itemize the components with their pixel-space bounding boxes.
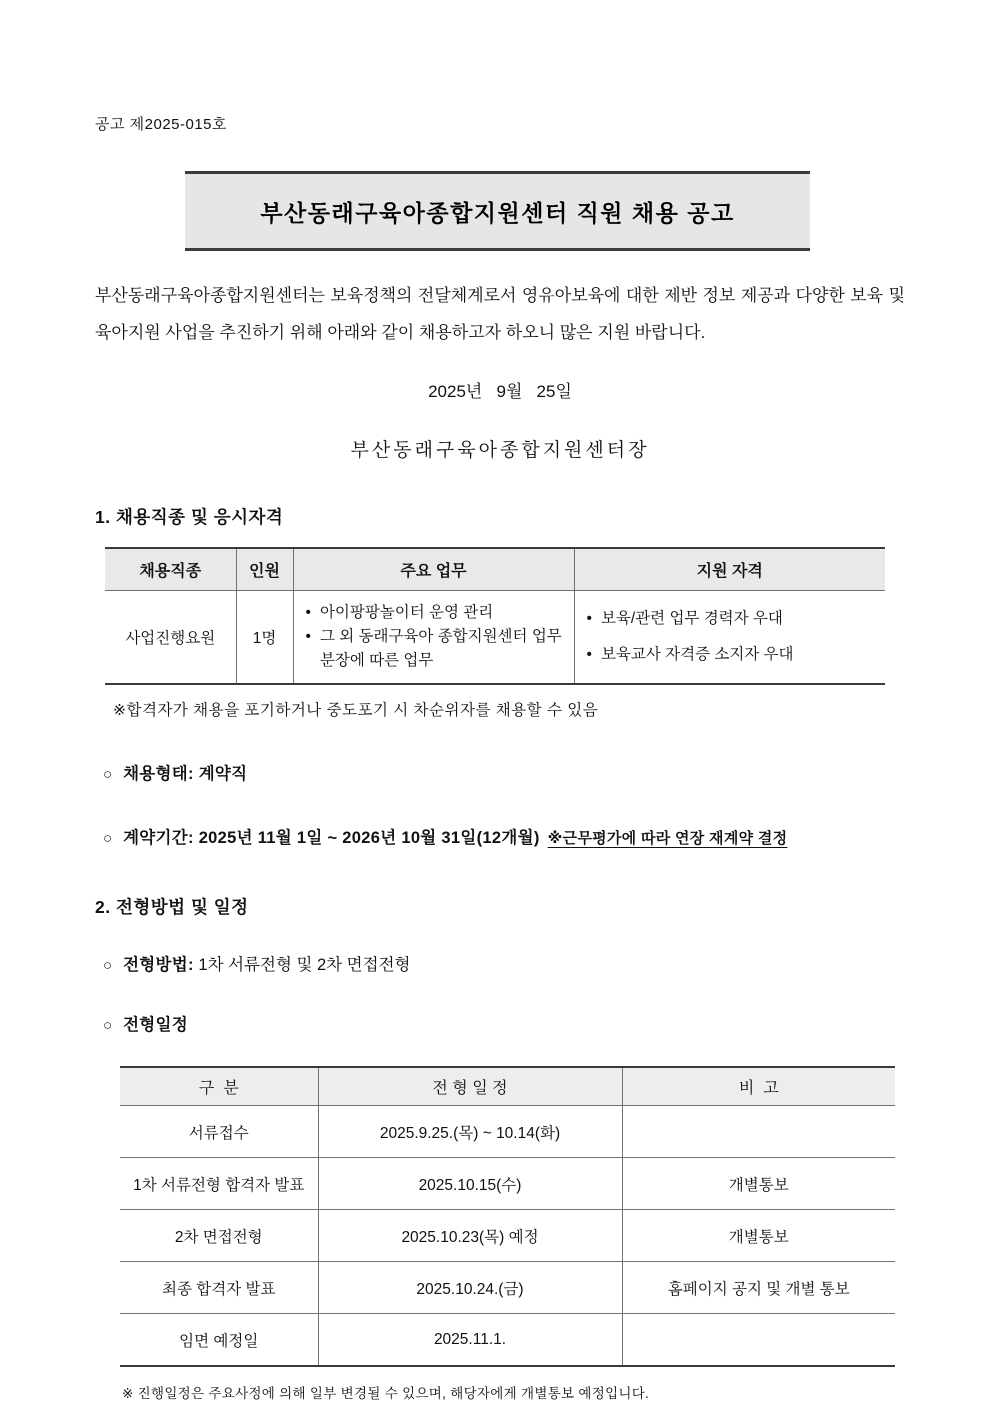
col-header-schedule: 전 형 일 정 (318, 1067, 622, 1106)
remark-cell: 홈페이지 공지 및 개별 통보 (622, 1262, 895, 1314)
circle-marker-icon: ○ (103, 1017, 113, 1034)
employment-type-line (103, 760, 905, 784)
category-cell: 임면 예정일 (120, 1314, 318, 1367)
remark-cell: 개별통보 (622, 1158, 895, 1210)
schedule-cell: 2025.10.24.(금) (318, 1262, 622, 1314)
schedule-cell: 2025.10.23(목) 예정 (318, 1210, 622, 1262)
contract-period-text: 계약기간: 2025년 11월 1일 ~ 2026년 10월 31일(12개월) (123, 829, 540, 847)
category-cell: 1차 서류전형 합격자 발표 (120, 1158, 318, 1210)
schedule-row (120, 1158, 895, 1210)
recruitment-table-row (105, 591, 885, 685)
qualification-text: 보육/관련 업무 경력자 우대 (600, 610, 783, 627)
bullet-icon: • (305, 604, 311, 621)
schedule-cell: 2025.10.15(수) (318, 1158, 622, 1210)
schedule-row (120, 1262, 895, 1314)
col-header-headcount: 인원 (236, 548, 293, 591)
recruitment-table (105, 547, 885, 685)
notice-number: 공고 제2025-015호 (95, 116, 228, 133)
selection-method-value: 1차 서류전형 및 2차 면접전형 (198, 956, 411, 974)
title-box (185, 171, 810, 251)
duty-item (306, 625, 568, 673)
col-header-main-duties: 주요 업무 (293, 548, 574, 591)
schedule-change-note: ※ 진행일정은 주요사정에 의해 일부 변경될 수 있으며, 해당자에게 개별통보 예정입니다. (122, 1386, 650, 1401)
employment-type-text: 채용형태: 계약직 (123, 765, 248, 783)
circle-marker-icon: ○ (103, 830, 113, 847)
schedule-table (120, 1066, 895, 1367)
category-cell: 서류접수 (188, 1124, 249, 1142)
job-type-cell: 사업진행요원 (125, 630, 216, 647)
duty-item (306, 601, 568, 625)
main-duties-cell (293, 591, 574, 685)
schedule-row (120, 1106, 895, 1158)
selection-method-label: 전형방법: (123, 956, 194, 974)
contract-period-line (103, 824, 905, 848)
intro-paragraph: 부산동래구육아종합지원센터는 보육정책의 전달체계로서 영유아보육에 대한 제반 정보 제공과 다양한 보육 및 육아지원 사업을 추진하기 위해 아래와 같이 채용하고자 하오니 많은 지원 바랍니다. (95, 286, 905, 342)
qualifications-cell (574, 591, 885, 685)
duty-text: 그 외 동래구육아 종합지원센터 업무 분장에 따른 업무 (319, 628, 562, 669)
remark-cell (622, 1314, 895, 1367)
schedule-label: 전형일정 (123, 1016, 189, 1034)
col-header-job-type: 채용직종 (105, 548, 236, 591)
selection-method-line (103, 951, 905, 975)
headcount-cell: 1명 (236, 591, 293, 685)
schedule-row (120, 1314, 895, 1367)
waitlist-note: ※합격자가 채용을 포기하거나 중도포기 시 차순위자를 채용할 수 있음 (113, 702, 599, 719)
contract-renewal-note: ※근무평가에 따라 연장 재계약 결정 (547, 830, 788, 847)
section-2-heading: 2. 전형방법 및 일정 (95, 897, 249, 917)
section-1-heading: 1. 채용직종 및 응시자격 (95, 507, 284, 527)
schedule-label-line (103, 1011, 905, 1035)
recruitment-table-header-row (105, 548, 885, 591)
category-cell: 최종 합격자 발표 (120, 1262, 318, 1314)
qualification-item (587, 607, 880, 631)
col-header-remark: 비 고 (622, 1067, 895, 1106)
announcement-date: 2025년 9월 25일 (428, 382, 572, 401)
bullet-icon: • (305, 628, 311, 645)
qualification-item (587, 643, 880, 667)
col-header-qualifications: 지원 자격 (574, 548, 885, 591)
category-cell: 2차 면접전형 (120, 1210, 318, 1262)
remark-cell: 개별통보 (622, 1210, 895, 1262)
schedule-cell: 2025.11.1. (318, 1314, 622, 1367)
col-header-category: 구 분 (120, 1067, 318, 1106)
schedule-cell: 2025.9.25.(목) ~ 10.14(화) (318, 1106, 622, 1158)
remark-cell (622, 1106, 895, 1158)
duties-list (300, 601, 568, 673)
qualification-text: 보육교사 자격증 소지자 우대 (600, 646, 794, 663)
circle-marker-icon: ○ (103, 766, 113, 783)
qualifications-list (581, 607, 880, 667)
bullet-icon: • (586, 610, 592, 627)
page-title: 부산동래구육아종합지원센터 직원 채용 공고 (260, 199, 735, 226)
schedule-row (120, 1210, 895, 1262)
circle-marker-icon: ○ (103, 957, 113, 974)
duty-text: 아이팡팡놀이터 운영 관리 (319, 604, 494, 621)
schedule-table-header-row (120, 1067, 895, 1106)
signer-name: 부산동래구육아종합지원센터장 (350, 440, 650, 461)
bullet-icon: • (586, 646, 592, 663)
